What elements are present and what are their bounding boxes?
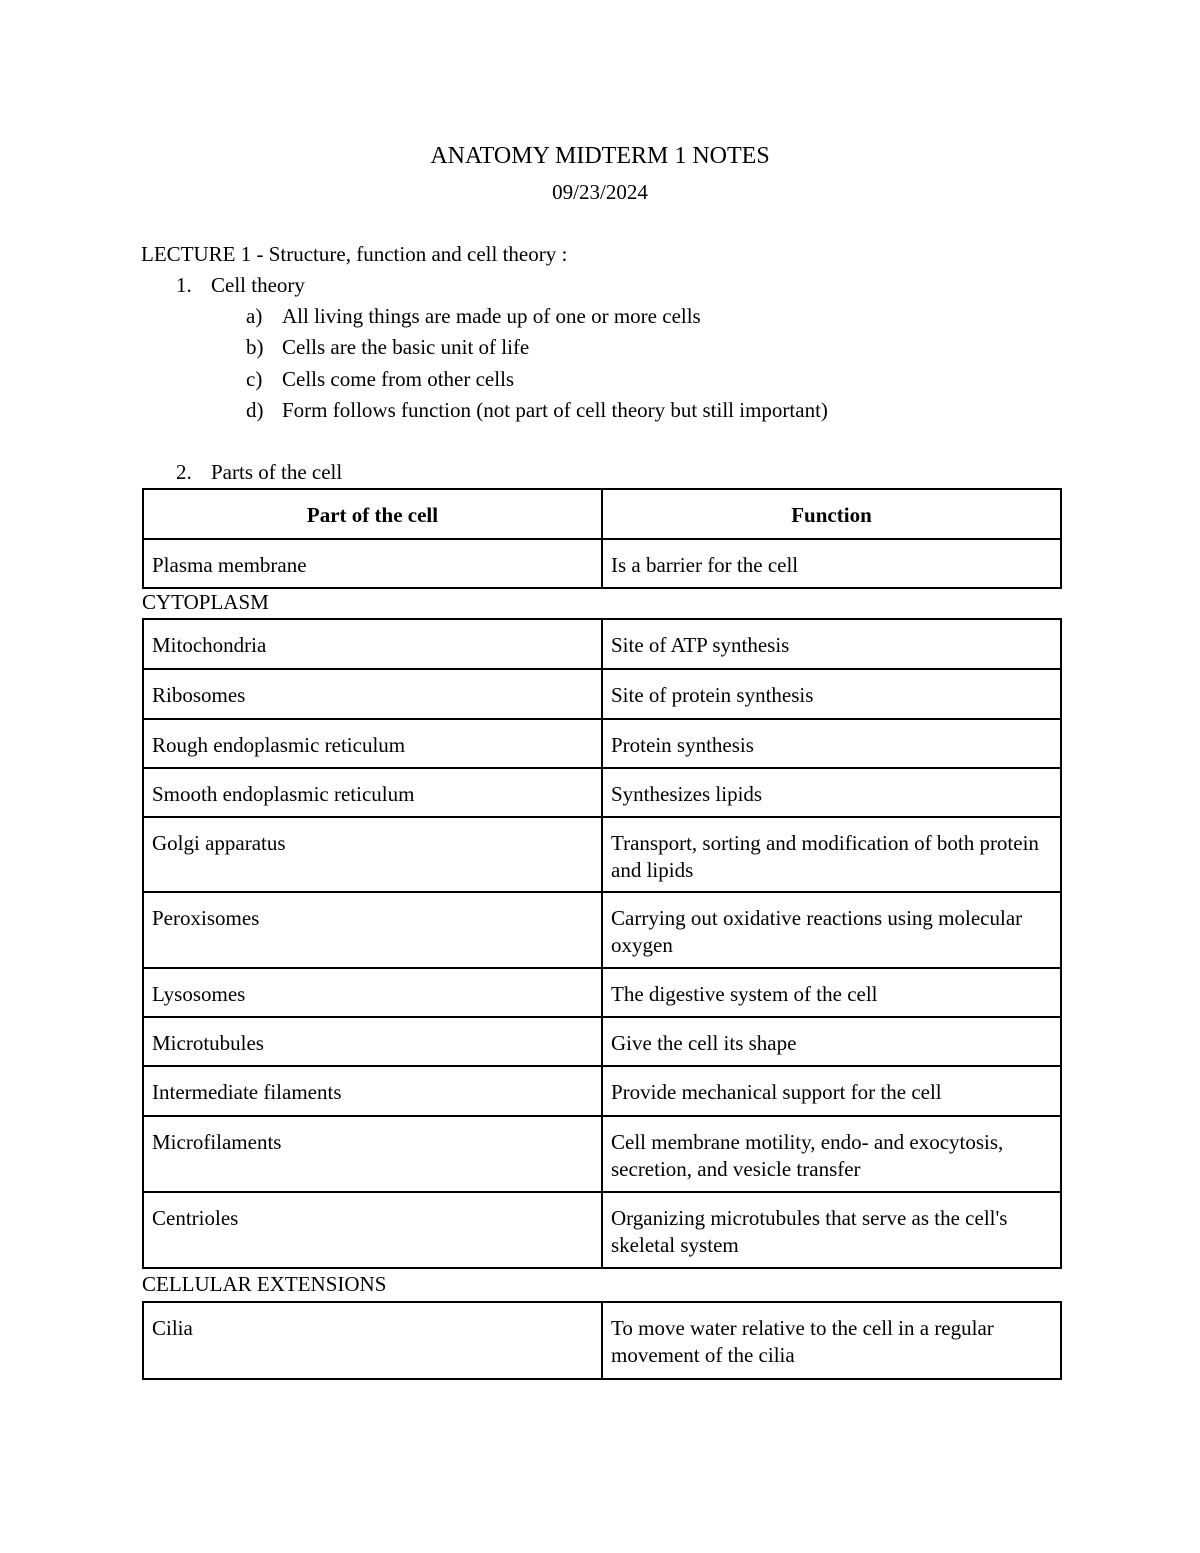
list-text: Parts of the cell: [211, 460, 343, 484]
cell-function: To move water relative to the cell in a regular movement of the cilia: [602, 1302, 1061, 1379]
section-label-cytoplasm: CYTOPLASM: [142, 590, 269, 614]
cell-parts-table-top: [142, 488, 1062, 589]
table-row: [143, 1017, 1061, 1066]
list-item-parts-of-cell: [176, 460, 342, 485]
cell-function: Give the cell its shape: [602, 1017, 1061, 1066]
cell-part: Lysosomes: [143, 968, 602, 1017]
cell-part: Microfilaments: [143, 1116, 602, 1192]
cell-part: Cilia: [143, 1302, 602, 1379]
table-row: [143, 768, 1061, 817]
list-number: 2.: [176, 460, 192, 484]
sub-list-letter: a): [246, 304, 263, 328]
cell-part: Golgi apparatus: [143, 817, 602, 892]
extensions-table: [142, 1301, 1062, 1380]
cell-function: Is a barrier for the cell: [602, 539, 1061, 588]
cell-function: Carrying out oxidative reactions using molecular oxygen: [602, 892, 1061, 968]
cell-part: Rough endoplasmic reticulum: [143, 719, 602, 768]
table-row: [143, 719, 1061, 768]
table-row: [143, 1066, 1061, 1116]
table-row: [143, 1192, 1061, 1268]
cell-part: Ribosomes: [143, 669, 602, 719]
table-row: [143, 817, 1061, 892]
cell-function: Site of ATP synthesis: [602, 619, 1061, 669]
lecture-heading: LECTURE 1 - Structure, function and cell theory :: [141, 242, 568, 266]
section-label-extensions: CELLULAR EXTENSIONS: [142, 1272, 387, 1296]
table-row: [143, 669, 1061, 719]
document-date: 09/23/2024: [552, 180, 648, 204]
sub-list-item: [246, 367, 514, 392]
table-row: [143, 968, 1061, 1017]
cell-part: Microtubules: [143, 1017, 602, 1066]
cell-function: Organizing microtubules that serve as the cell's skeletal system: [602, 1192, 1061, 1268]
cell-part: Centrioles: [143, 1192, 602, 1268]
cell-part: Mitochondria: [143, 619, 602, 669]
cell-function: Provide mechanical support for the cell: [602, 1066, 1061, 1116]
table-row: [143, 1302, 1061, 1379]
cytoplasm-table: [142, 618, 1062, 1269]
document-title: ANATOMY MIDTERM 1 NOTES: [430, 143, 770, 169]
table-row: [143, 892, 1061, 968]
cell-function: Protein synthesis: [602, 719, 1061, 768]
sub-list-letter: c): [246, 367, 263, 391]
sub-list-item: [246, 304, 701, 329]
sub-list-text: Form follows function (not part of cell theory but still important): [282, 398, 828, 422]
cell-function: The digestive system of the cell: [602, 968, 1061, 1017]
header-part: Part of the cell: [143, 489, 602, 539]
cell-function: Synthesizes lipids: [602, 768, 1061, 817]
sub-list-text: Cells are the basic unit of life: [282, 335, 530, 359]
cell-part: Plasma membrane: [143, 539, 602, 588]
cell-function: Cell membrane motility, endo- and exocytosis, secretion, and vesicle transfer: [602, 1116, 1061, 1192]
cell-part: Peroxisomes: [143, 892, 602, 968]
sub-list-item: [246, 335, 529, 360]
list-text: Cell theory: [211, 273, 305, 297]
cell-part: Smooth endoplasmic reticulum: [143, 768, 602, 817]
table-row: [143, 619, 1061, 669]
cell-part: Intermediate filaments: [143, 1066, 602, 1116]
table-header-row: [143, 489, 1061, 539]
table-row: [143, 1116, 1061, 1192]
list-number: 1.: [176, 273, 192, 297]
header-function: Function: [602, 489, 1061, 539]
sub-list-letter: b): [246, 335, 264, 359]
sub-list-letter: d): [246, 398, 264, 422]
cell-function: Transport, sorting and modification of both protein and lipids: [602, 817, 1061, 892]
sub-list-item: [246, 398, 828, 423]
cell-function: Site of protein synthesis: [602, 669, 1061, 719]
sub-list-text: Cells come from other cells: [282, 367, 515, 391]
list-item-cell-theory: [176, 273, 305, 298]
table-row: [143, 539, 1061, 588]
sub-list-text: All living things are made up of one or more cells: [282, 304, 701, 328]
